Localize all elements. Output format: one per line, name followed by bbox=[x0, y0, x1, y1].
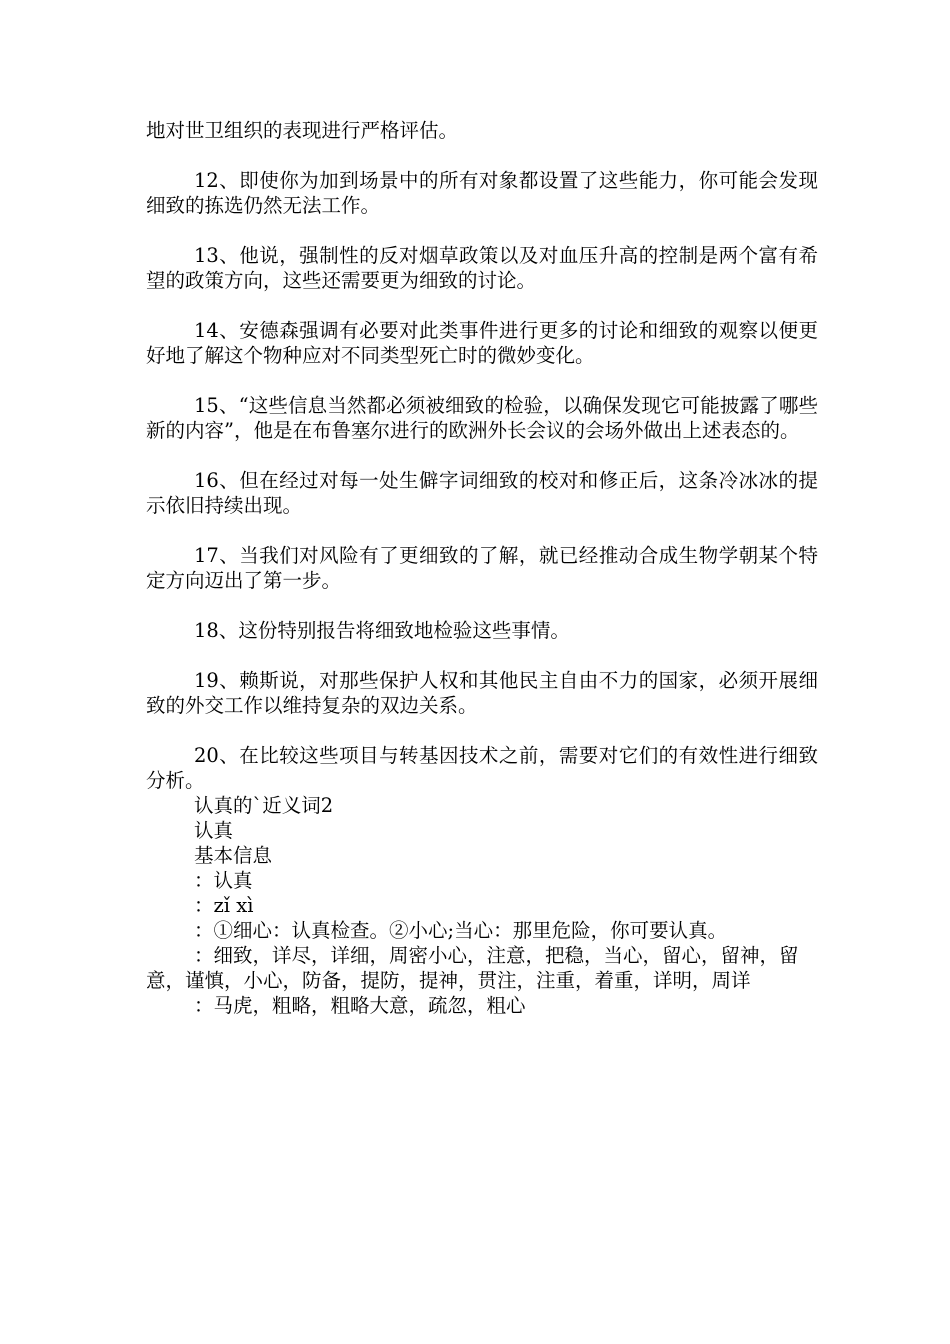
example-17: 17、当我们对风险有了更细致的了解，就已经推动合成生物学朝某个特定方向迈出了第一步。 bbox=[146, 544, 818, 592]
entry-word: ：认真 bbox=[194, 869, 253, 892]
entry-pinyin: ：zǐ xì bbox=[194, 894, 254, 917]
example-16: 16、但在经过对每一处生僻字词细致的校对和修正后，这条冷冰冰的提示依旧持续出现。 bbox=[146, 469, 818, 517]
headword: 认真 bbox=[194, 819, 234, 842]
example-18: 18、这份特别报告将细致地检验这些事情。 bbox=[194, 619, 570, 642]
entry-meaning: ：①细心：认真检查。②小心;当心：那里危险，你可要认真。 bbox=[194, 919, 728, 942]
entry-synonyms: ：细致，详尽，详细，周密小心，注意，把稳，当心，留心，留神，留意，谨慎，小心，防备，提防，提神，贯注，注重，着重，详明，周详 bbox=[146, 944, 799, 992]
example-20: 20、在比较这些项目与转基因技术之前，需要对它们的有效性进行细致分析。 bbox=[146, 744, 818, 792]
document-page bbox=[146, 118, 818, 1018]
example-13: 13、他说，强制性的反对烟草政策以及对血压升高的控制是两个富有希望的政策方向，这些还需要更为细致的讨论。 bbox=[146, 244, 818, 292]
example-15: 15、“这些信息当然都必须被细致的检验，以确保发现它可能披露了哪些新的内容”，他是在布鲁塞尔进行的欧洲外长会议的会场外做出上述表态的。 bbox=[146, 394, 818, 442]
info-heading: 基本信息 bbox=[194, 844, 273, 867]
example-19: 19、赖斯说，对那些保护人权和其他民主自由不力的国家，必须开展细致的外交工作以维持复杂的双边关系。 bbox=[146, 669, 818, 717]
example-14: 14、安德森强调有必要对此类事件进行更多的讨论和细致的观察以便更好地了解这个物种应对不同类型死亡时的微妙变化。 bbox=[146, 319, 818, 367]
lead-fragment: 地对世卫组织的表现进行严格评估。 bbox=[146, 119, 459, 142]
section-heading: 认真的`近义词2 bbox=[194, 794, 334, 817]
example-12: 12、即使你为加到场景中的所有对象都设置了这些能力，你可能会发现细致的拣选仍然无法工作。 bbox=[146, 169, 818, 217]
entry-antonyms: ：马虎，粗略，粗略大意，疏忽，粗心 bbox=[194, 994, 526, 1017]
